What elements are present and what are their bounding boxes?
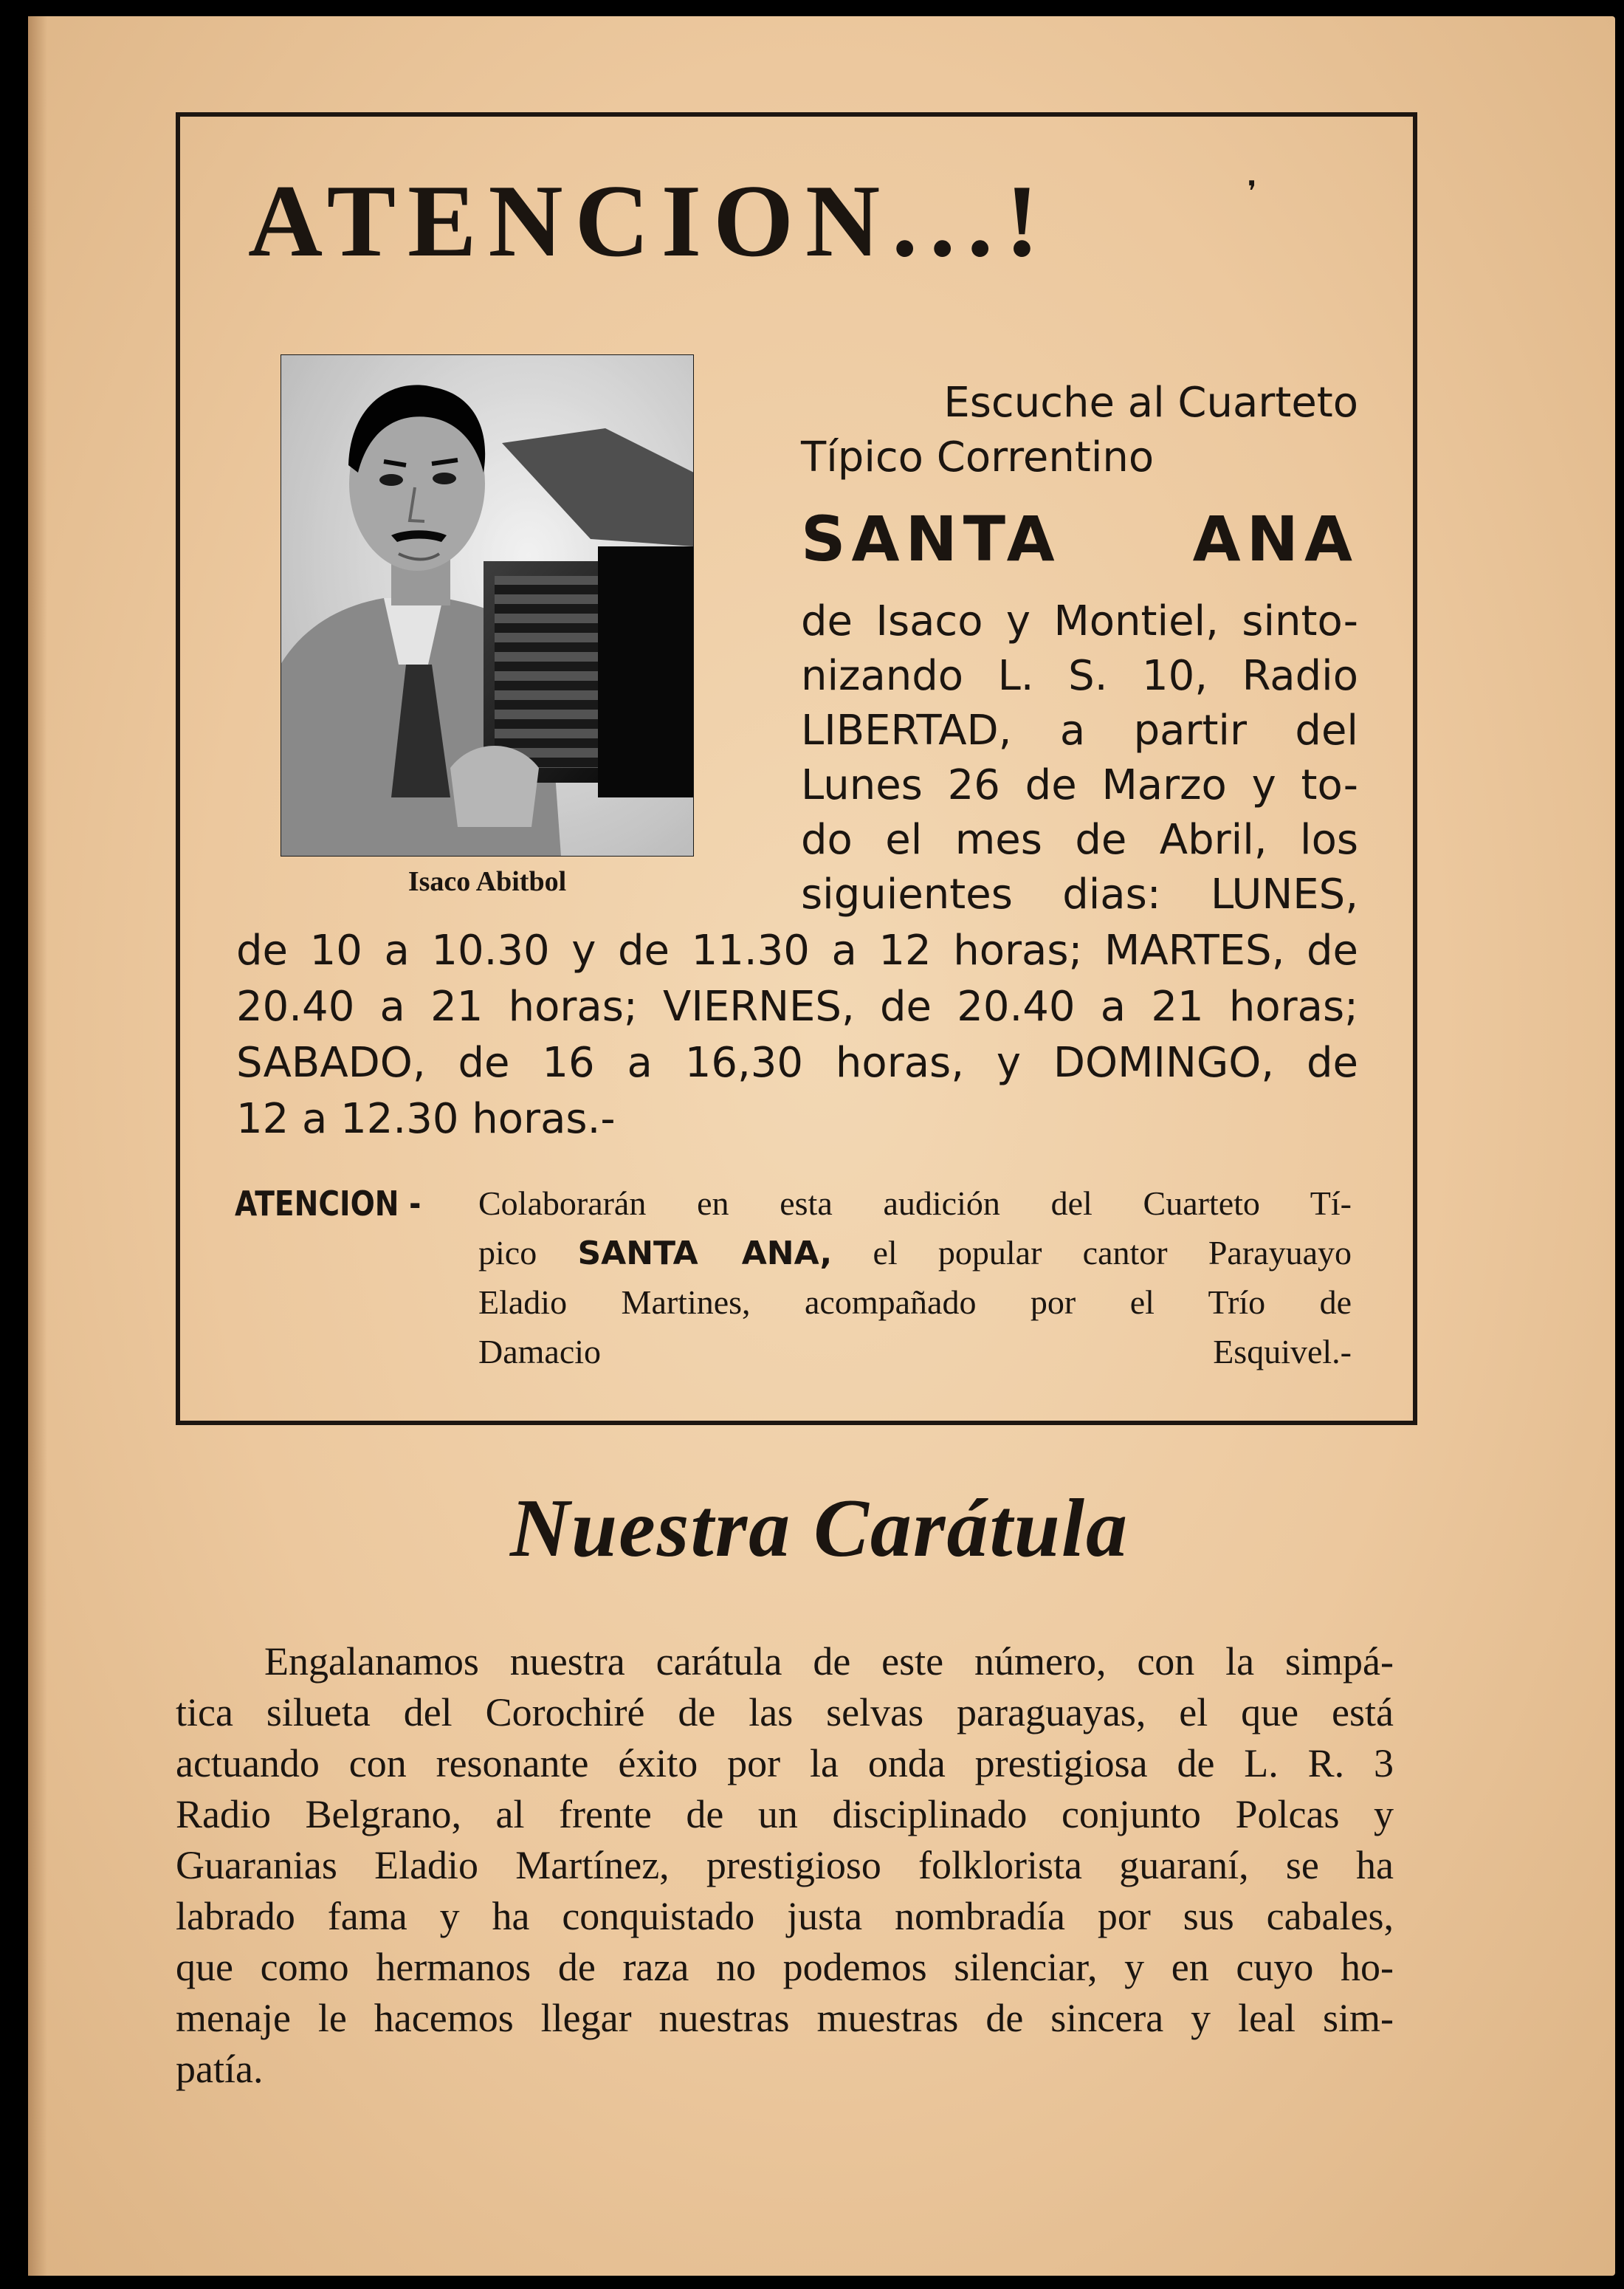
article-line: Guaranias Eladio Martínez, prestigioso folklorista guaraní, se ha [176, 1843, 1394, 1887]
ad-schedule-line: 12 a 12.30 horas.- [236, 1095, 616, 1143]
article-line: tica silueta del Corochiré de las selvas paraguayas, el que está [176, 1690, 1394, 1734]
page-spine-shadow [28, 16, 47, 2276]
article-line: Radio Belgrano, al frente de un disciplinado conjunto Polcas y [176, 1792, 1394, 1836]
ad-text-line: Lunes 26 de Marzo y to- [801, 761, 1358, 809]
ad-text-line: siguientes dias: LUNES, [801, 871, 1358, 919]
attention-label: ATENCION - [235, 1184, 422, 1224]
attention-text-line: Damacio Esquivel.- [478, 1333, 1352, 1370]
article-line: que como hermanos de raza no podemos silenciar, y en cuyo ho- [176, 1945, 1394, 1989]
attention-band-name: SANTA ANA, [577, 1235, 833, 1272]
ad-headline: ATENCION...! [248, 164, 1051, 278]
article-line: labrado fama y ha conquistado justa nombradía por sus cabales, [176, 1894, 1394, 1938]
ad-text-line: Escuche al Cuarteto [943, 379, 1358, 427]
attention-text-line [478, 1229, 1352, 1277]
attention-text-line: Colaborarán en esta audición del Cuarteto Tí- [478, 1184, 1352, 1222]
ad-schedule-line: de 10 a 10.30 y de 11.30 a 12 horas; MARTES, de [236, 927, 1358, 975]
ad-text-line: do el mes de Abril, los [801, 816, 1358, 864]
ad-text-line: LIBERTAD, a partir del [801, 707, 1358, 755]
accordion-player-photo [281, 354, 694, 857]
ad-band-name: SANTA ANA [801, 503, 1358, 575]
attention-text-line: Eladio Martines, acompañado por el Trío de [478, 1283, 1352, 1321]
section-title: Nuestra Carátula [510, 1483, 1129, 1574]
article-line: Engalanamos nuestra carátula de este número, con la simpá- [264, 1639, 1394, 1684]
ad-schedule-line: SABADO, de 16 a 16,30 horas, y DOMINGO, de [236, 1039, 1358, 1087]
attention-text-suffix: el popular cantor Parayuayo [873, 1234, 1352, 1272]
ad-text-line: de Isaco y Montiel, sinto- [801, 597, 1358, 645]
ad-schedule-line: 20.40 a 21 horas; VIERNES, de 20.40 a 21 horas; [236, 983, 1358, 1031]
article-line: patía. [176, 2047, 264, 2091]
photo-caption: Isaco Abitbol [407, 866, 567, 897]
article-line: actuando con resonante éxito por la onda prestigiosa de L. R. 3 [176, 1741, 1394, 1785]
ad-text-line: nizando L. S. 10, Radio [801, 652, 1358, 700]
ad-text-line: Típico Correntino [801, 433, 1155, 481]
article-line: menaje le hacemos llegar nuestras muestras de sincera y leal sim- [176, 1996, 1394, 2040]
print-mark: ❜ [1248, 176, 1257, 207]
attention-text-prefix: pico [478, 1234, 537, 1272]
